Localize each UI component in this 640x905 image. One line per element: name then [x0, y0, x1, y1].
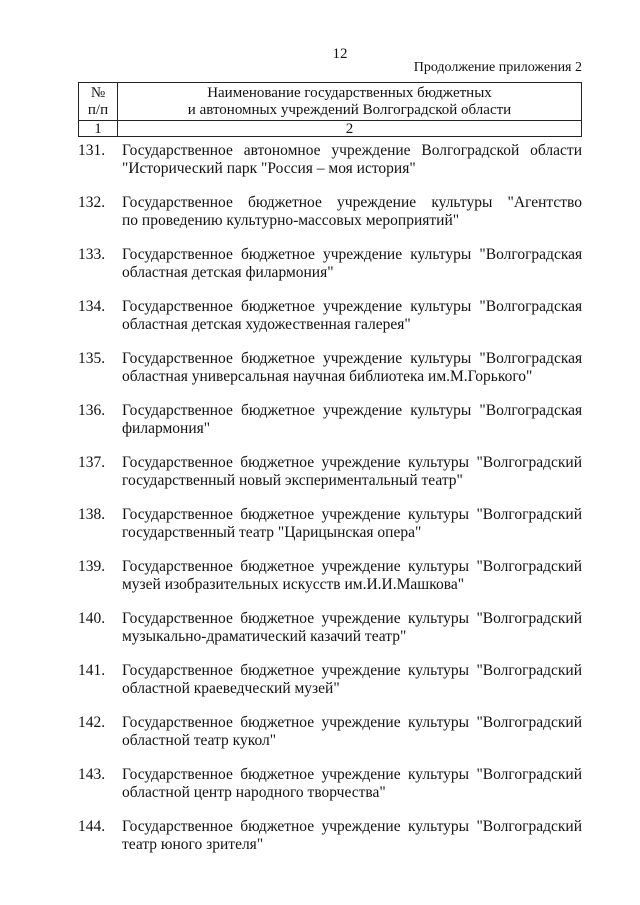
- entry-line2: государственный новый экспериментальный театр": [122, 472, 463, 489]
- table-header: [78, 82, 582, 137]
- entry-line1: Государственное бюджетное учреждение культуры "Волгоградский: [122, 610, 582, 627]
- entry-line2: музыкально-драматический казачий театр": [122, 628, 407, 645]
- header-col-name: [118, 83, 582, 121]
- entry-line1: Государственное бюджетное учреждение культуры "Волгоградская: [122, 246, 583, 263]
- entry-line2: областной краеведческий музей": [122, 680, 340, 697]
- list-item: [78, 454, 582, 506]
- entry-text: [122, 766, 582, 802]
- entry-line2: областная универсальная научная библиотека им.М.Горького": [122, 368, 533, 385]
- header-col-number: [79, 83, 118, 121]
- entry-line1: Государственное бюджетное учреждение культуры "Волгоградский: [122, 454, 582, 471]
- entry-number: 141.: [78, 662, 106, 679]
- entry-line1: Государственное бюджетное учреждение культуры "Волгоградская: [122, 402, 583, 419]
- entry-line2: государственный театр "Царицынская опера": [122, 524, 422, 541]
- list-item: [78, 298, 582, 350]
- list-item: [78, 662, 582, 714]
- page-number: 12: [332, 46, 348, 62]
- list-item: [78, 558, 582, 610]
- entry-number: 143.: [78, 766, 106, 783]
- entry-number: 138.: [78, 506, 106, 523]
- entry-text: [122, 506, 582, 542]
- entry-line2: областной театр кукол": [122, 732, 277, 749]
- entry-line1: Государственное бюджетное учреждение культуры "Волгоградский: [122, 818, 582, 835]
- entry-text: [122, 714, 582, 750]
- entry-text: [122, 194, 582, 230]
- entry-line2: театр юного зрителя": [122, 836, 264, 853]
- entry-number: 142.: [78, 714, 106, 731]
- entries-list: [78, 142, 582, 870]
- entry-text: [122, 610, 582, 646]
- entry-number: 139.: [78, 558, 106, 575]
- list-item: [78, 194, 582, 246]
- entry-text: [122, 246, 582, 282]
- entry-line1: Государственное бюджетное учреждение культуры "Волгоградский: [122, 714, 582, 731]
- entry-text: [122, 662, 582, 698]
- entry-line2: филармония": [122, 420, 211, 437]
- entry-line1: Государственное бюджетное учреждение культуры "Волгоградский: [122, 558, 582, 575]
- entry-text: [122, 558, 582, 594]
- header-name-line2: и автономных учреждений Волгоградской области: [187, 101, 512, 118]
- entry-line1: Государственное бюджетное учреждение культуры "Волгоградская: [122, 350, 583, 367]
- entry-line1: Государственное бюджетное учреждение культуры "Волгоградская: [122, 298, 583, 315]
- list-item: [78, 142, 582, 194]
- entry-line1: Государственное бюджетное учреждение культуры "Агентство: [122, 194, 582, 211]
- entry-number: 132.: [78, 194, 106, 211]
- entry-line2: музей изобразительных искусств им.И.И.Машкова": [122, 576, 465, 593]
- list-item: [78, 818, 582, 870]
- list-item: [78, 766, 582, 818]
- list-item: [78, 350, 582, 402]
- entry-number: 137.: [78, 454, 106, 471]
- entry-line2: по проведению культурно-массовых мероприятий": [122, 212, 460, 229]
- entry-text: [122, 454, 582, 490]
- header-number-abbr: п/п: [87, 101, 109, 118]
- header-col2-index: 2: [118, 121, 582, 137]
- entry-text: [122, 350, 582, 386]
- header-name-line1: Наименование государственных бюджетных: [207, 84, 492, 101]
- entry-line1: Государственное бюджетное учреждение культуры "Волгоградский: [122, 766, 582, 783]
- entry-number: 133.: [78, 246, 106, 263]
- entry-text: [122, 298, 582, 334]
- entry-line1: Государственное бюджетное учреждение культуры "Волгоградский: [122, 662, 582, 679]
- list-item: [78, 246, 582, 298]
- entry-number: 131.: [78, 142, 106, 159]
- list-item: [78, 402, 582, 454]
- entry-line2: "Исторический парк "Россия – моя история": [122, 160, 416, 177]
- list-item: [78, 714, 582, 766]
- entry-number: 134.: [78, 298, 106, 315]
- entry-line1: Государственное бюджетное учреждение культуры "Волгоградский: [122, 506, 582, 523]
- entry-line2: областной центр народного творчества": [122, 784, 386, 801]
- continuation-note: Продолжение приложения 2: [413, 60, 582, 75]
- entry-number: 135.: [78, 350, 106, 367]
- entry-text: [122, 818, 582, 854]
- entry-text: [122, 142, 582, 178]
- list-item: [78, 610, 582, 662]
- entry-number: 140.: [78, 610, 106, 627]
- list-item: [78, 506, 582, 558]
- entry-line2: областная детская филармония": [122, 264, 334, 281]
- entry-number: 136.: [78, 402, 106, 419]
- entry-line1: Государственное автономное учреждение Волгоградской области: [122, 142, 582, 159]
- header-number-sign: №: [90, 84, 106, 101]
- entry-text: [122, 402, 582, 438]
- header-col1-index: 1: [79, 121, 118, 137]
- entry-line2: областная детская художественная галерея": [122, 316, 411, 333]
- entry-number: 144.: [78, 818, 106, 835]
